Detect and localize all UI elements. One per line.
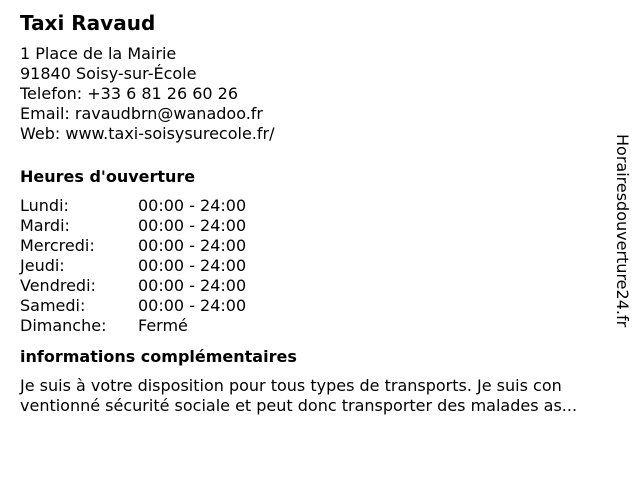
- hours-day: Samedi:: [20, 296, 86, 315]
- additional-info-heading: informations complémentaires: [20, 347, 297, 366]
- address-line-2: 91840 Soisy-sur-École: [20, 64, 197, 83]
- hours-day: Jeudi:: [20, 256, 65, 275]
- hours-time: 00:00 - 24:00: [138, 196, 247, 215]
- opening-hours-table: [20, 196, 246, 336]
- hours-row-monday: [20, 196, 246, 216]
- business-card: [20, 10, 620, 416]
- hours-time: 00:00 - 24:00: [138, 276, 247, 295]
- hours-time: 00:00 - 24:00: [138, 216, 247, 235]
- hours-day: Mercredi:: [20, 236, 95, 255]
- email-line: Email: ravaudbrn@wanadoo.fr: [20, 104, 263, 123]
- hours-time: 00:00 - 24:00: [138, 256, 247, 275]
- business-name: Taxi Ravaud: [20, 11, 156, 35]
- hours-row-tuesday: [20, 216, 246, 236]
- site-watermark: Horairesdouverture24.fr: [613, 134, 632, 328]
- hours-row-friday: [20, 276, 246, 296]
- hours-day: Lundi:: [20, 196, 69, 215]
- info-text-line: ventionné sécurité sociale et peut donc transporter des malades as...: [20, 396, 578, 415]
- hours-time: 00:00 - 24:00: [138, 236, 247, 255]
- hours-row-sunday: [20, 316, 246, 336]
- hours-row-saturday: [20, 296, 246, 316]
- opening-hours-heading: Heures d'ouverture: [20, 167, 196, 186]
- address-line-1: 1 Place de la Mairie: [20, 44, 177, 63]
- phone-line: Telefon: +33 6 81 26 60 26: [20, 84, 239, 103]
- hours-time: 00:00 - 24:00: [138, 296, 247, 315]
- hours-time: Fermé: [138, 316, 188, 335]
- hours-row-wednesday: [20, 236, 246, 256]
- info-text-line: Je suis à votre disposition pour tous types de transports. Je suis con: [20, 376, 562, 395]
- hours-day: Dimanche:: [20, 316, 107, 335]
- hours-day: Mardi:: [20, 216, 70, 235]
- hours-day: Vendredi:: [20, 276, 96, 295]
- hours-row-thursday: [20, 256, 246, 276]
- additional-info-text: [20, 376, 620, 416]
- website-line: Web: www.taxi-soisysurecole.fr/: [20, 124, 275, 143]
